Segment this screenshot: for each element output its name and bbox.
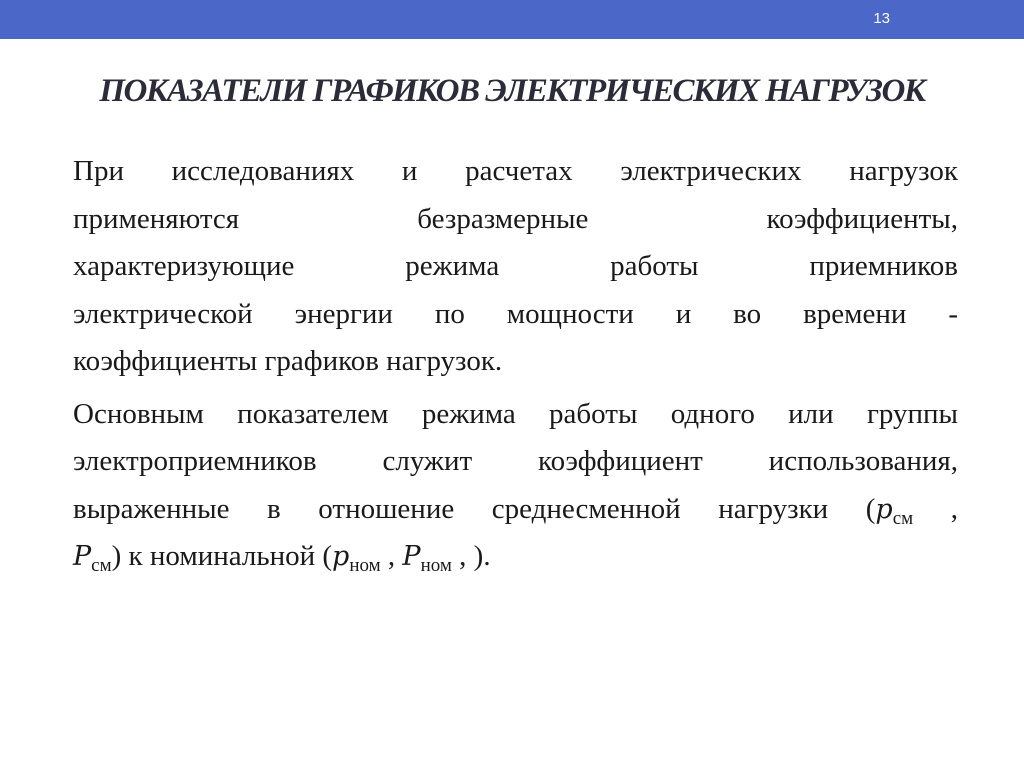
symbol-P: P (73, 541, 92, 572)
paragraph-1 (73, 148, 958, 386)
paragraph-1-line: коэффициенты графиков нагрузок. (73, 345, 503, 377)
comma: , (950, 492, 959, 525)
paragraph-1-line: электрической энергии по мощности и во времени - (73, 297, 958, 330)
page-number: 13 (873, 10, 890, 27)
subscript-sm: см (91, 555, 112, 576)
subscript-nom: ном (349, 555, 381, 576)
subscript-sm: см (892, 507, 914, 529)
paragraph-2-line (73, 486, 958, 534)
paragraph-2-text: , ). (451, 540, 491, 572)
subscript-nom: ном (420, 555, 452, 576)
paragraph-1-line: применяются безразмерные коэффициенты, (73, 202, 958, 235)
paragraph-2-line: Основным показателем режима работы одного или группы (73, 397, 958, 430)
slide-body (73, 148, 958, 581)
paragraph-2-line: электроприемников служит коэффициент использования, (73, 445, 958, 477)
paragraph-2-text: выраженные в отношение среднесменной нагрузки ( (73, 492, 876, 525)
paragraph-2-line (73, 533, 958, 581)
header-bar (0, 0, 1024, 39)
symbol-p: p (332, 541, 350, 572)
slide-title: ПОКАЗАТЕЛИ ГРАФИКОВ ЭЛЕКТРИЧЕСКИХ НАГРУЗОК (99, 73, 925, 109)
paragraph-1-line: При исследованиях и расчетах электрических нагрузок (73, 155, 958, 187)
separator: , (380, 540, 403, 572)
paragraph-1-line: характеризующие режима работы приемников (73, 250, 958, 282)
symbol-P: P (402, 541, 421, 572)
paragraph-2 (73, 391, 958, 581)
symbol-p: p (875, 493, 893, 525)
paragraph-2-text: ) к номинальной ( (111, 540, 333, 572)
